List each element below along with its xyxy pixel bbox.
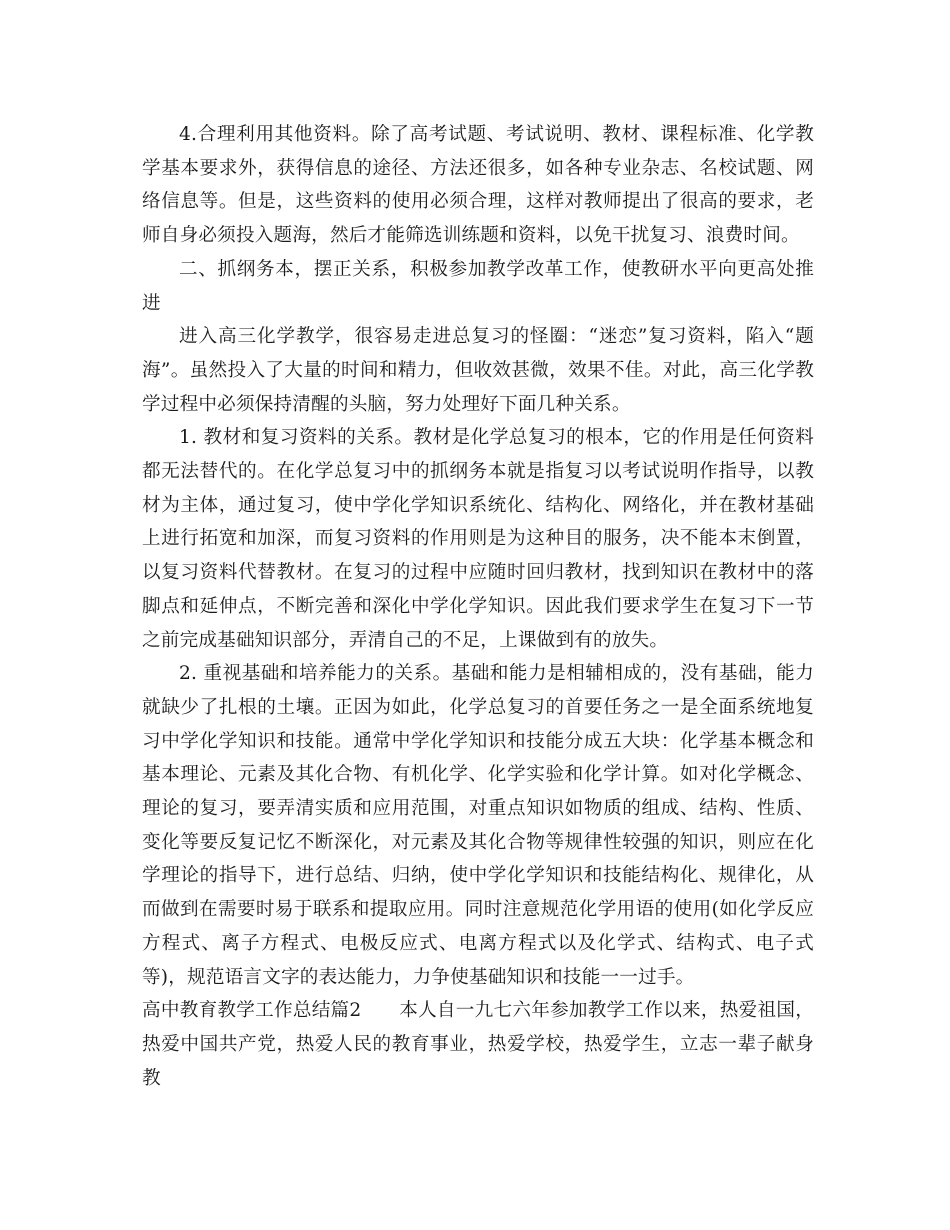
paragraph-other-materials: 4.合理利用其他资料。除了高考试题、考试说明、教材、课程标准、化学教学基本要求外，获得信息的途径、方法还很多，如各种专业杂志、名校试题、网络信息等。但是，这些资料的使用必须合理，这样对教师提出了很高的要求，老师自身必须投入题海，然后才能筛选训练题和资料，以免干扰复习、浪费时间。 (142, 124, 814, 247)
paragraph-summary-two-intro: 高中教育教学工作总结篇2 本人自一九七六年参加教学工作以来，热爱祖国，热爱中国共产党，热爱人民的教育事业，热爱学校，热爱学生，立志一辈子献身教 (142, 1000, 814, 1089)
document-body (142, 118, 814, 1095)
paragraph-review-trap: 进入高三化学教学，很容易走进总复习的怪圈：“迷恋”复习资料，陷入“题海”。虽然投入了大量的时间和精力，但收效甚微，效果不佳。对此，高三化学教学过程中必须保持清醒的头脑，努力处理好下面几种关系。 (142, 326, 814, 415)
paragraph-textbook-relation: 1. 教材和复习资料的关系。教材是化学总复习的根本，它的作用是任何资料都无法替代的。在化学总复习中的抓纲务本就是指复习以考试说明作指导，以教材为主体，通过复习，使中学化学知识系统化、结构化、网络化，并在教材基础上进行拓宽和加深，而复习资料的作用则是为这种目的服务，决不能本末倒置，以复习资料代替教材。在复习的过程中应随时回归教材，找到知识在教材中的落脚点和延伸点，不断完善和深化中学化学知识。因此我们要求学生在复习下一节之前完成基础知识部分，弄清自己的不足，上课做到有的放失。 (142, 427, 814, 651)
paragraph-foundation-ability: 2. 重视基础和培养能力的关系。基础和能力是相辅相成的，没有基础，能力就缺少了扎根的土壤。正因为如此，化学总复习的首要任务之一是全面系统地复习中学化学知识和技能。通常中学化学知识和技能分成五大块：化学基本概念和基本理论、元素及其化合物、有机化学、化学实验和化学计算。如对化学概念、理论的复习，要弄清实质和应用范围，对重点知识如物质的组成、结构、性质、变化等要反复记忆不断深化，对元素及其化合物等规律性较强的知识，则应在化学理论的指导下，进行总结、归纳，使中学化学知识和技能结构化、规律化，从而做到在需要时易于联系和提取应用。同时注意规范化学用语的使用(如化学反应方程式、离子方程式、电极反应式、电离方程式以及化学式、结构式、电子式等)，规范语言文字的表达能力，力争使基础知识和技能一一过手。 (142, 663, 814, 988)
section-heading-two: 二、抓纲务本，摆正关系，积极参加教学改革工作，使教研水平向更高处推进 (142, 258, 814, 314)
